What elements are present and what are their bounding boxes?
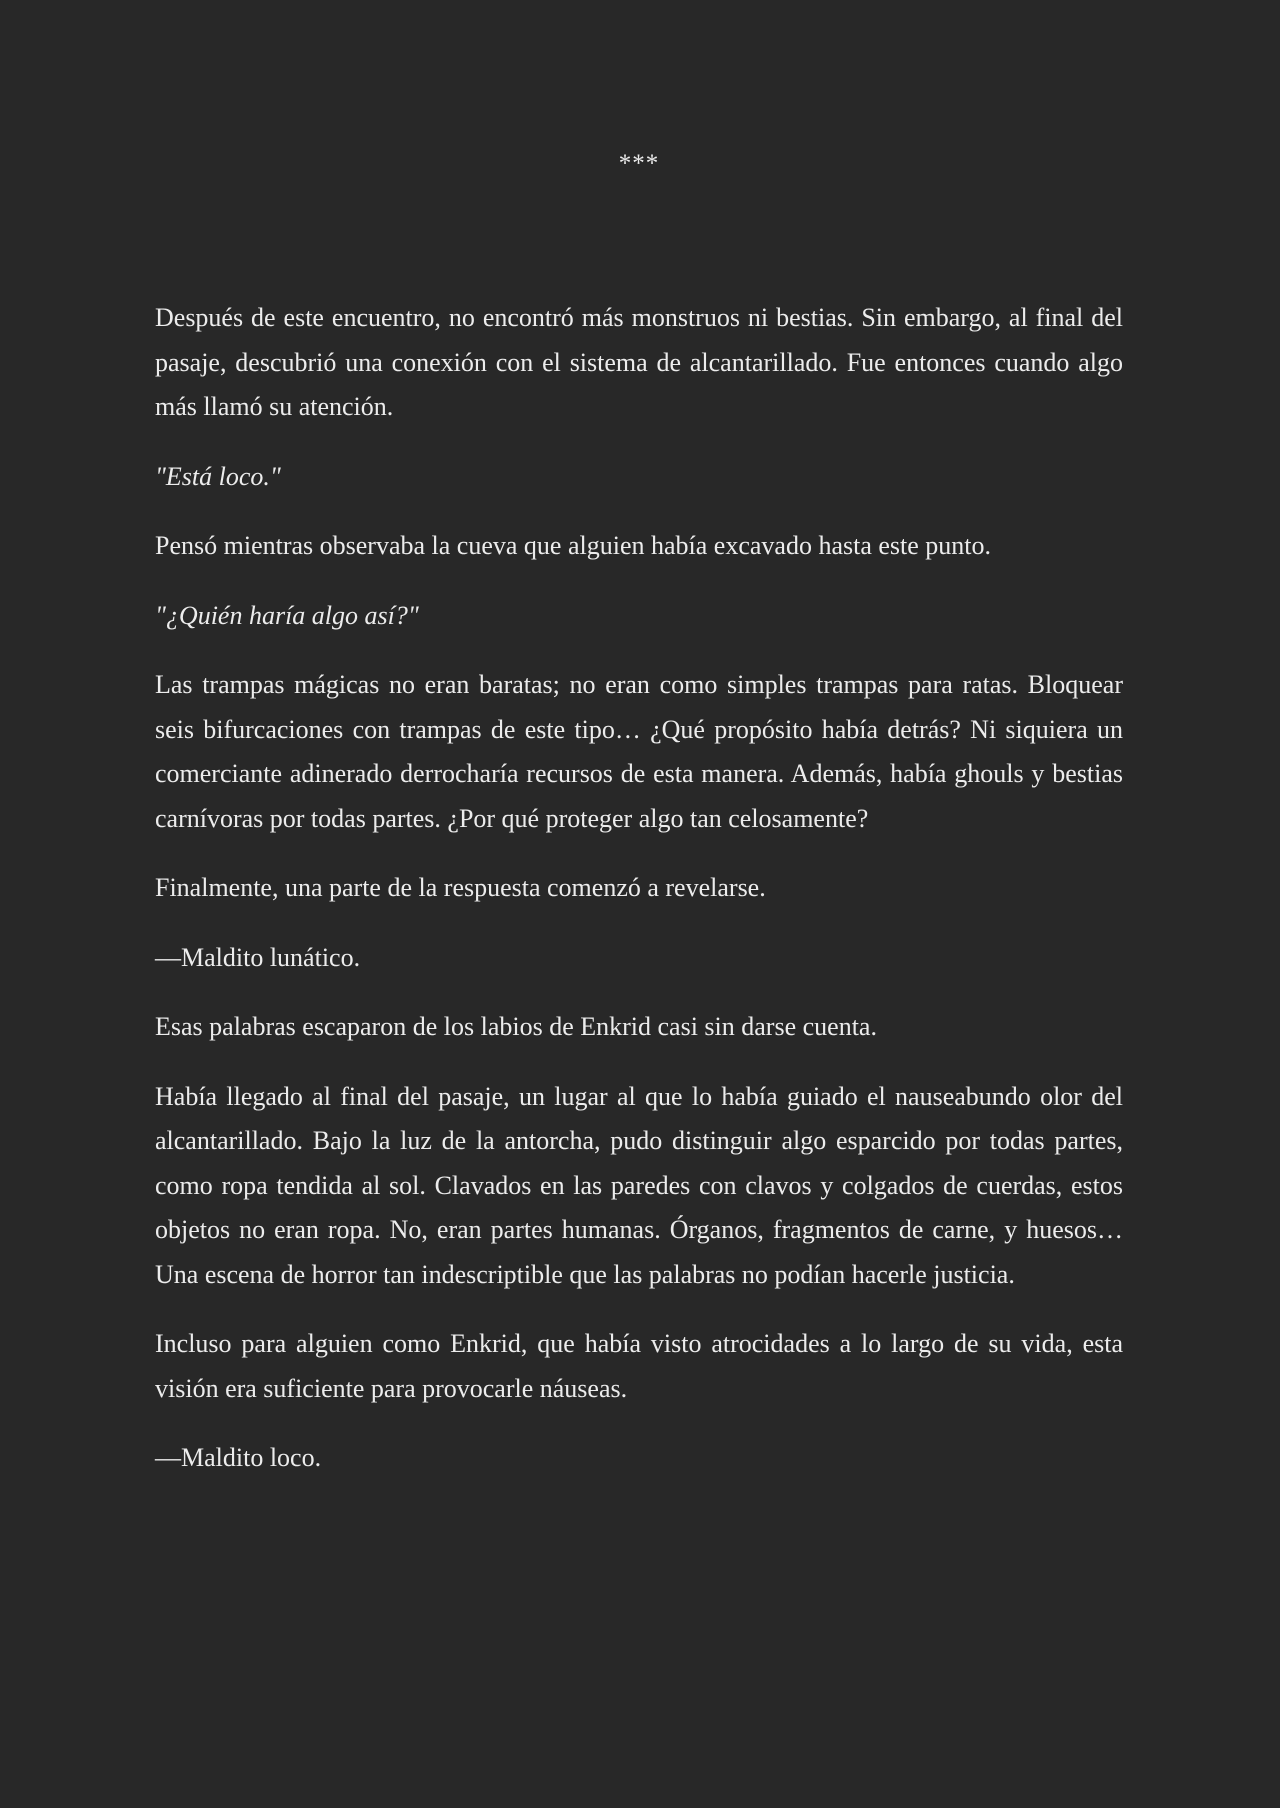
paragraph: —Maldito loco. bbox=[155, 1443, 322, 1472]
paragraph: —Maldito lunático. bbox=[155, 942, 361, 972]
paragraph: Esas palabras escaparon de los labios de Enkrid casi sin darse cuenta. bbox=[155, 1012, 877, 1041]
paragraph: Finalmente, una parte de la respuesta comenzó a revelarse. bbox=[155, 873, 766, 902]
paragraph: Pensó mientras observaba la cueva que alguien había excavado hasta este punto. bbox=[155, 531, 992, 560]
paragraph: Después de este encuentro, no encontró más monstruos ni bestias. Sin embargo, al final del pasaje, descubrió una conexión con el sistema de alcantarillado. Fue entonces cuando algo más llamó su atención. bbox=[155, 303, 1123, 421]
paragraph: "Está loco." bbox=[155, 461, 281, 491]
paragraph: Las trampas mágicas no eran baratas; no eran como simples trampas para ratas. Bloquear seis bifurcaciones con trampas de este tipo… ¿Qué propósito había detrás? Ni siquiera un comerciante adinerado derrocharía recursos de esta manera. Además, había ghouls y bestias carnívoras por todas partes. ¿Por qué proteger algo tan celosamente? bbox=[155, 670, 1123, 833]
chapter-text bbox=[155, 296, 1123, 1506]
scene-separator: *** bbox=[618, 150, 660, 177]
paragraph: "¿Quién haría algo así?" bbox=[155, 600, 419, 630]
paragraph: Incluso para alguien como Enkrid, que había visto atrocidades a lo largo de su vida, esta visión era suficiente para provocarle náuseas. bbox=[155, 1329, 1123, 1403]
paragraph: Había llegado al final del pasaje, un lugar al que lo había guiado el nauseabundo olor del alcantarillado. Bajo la luz de la antorcha, pudo distinguir algo esparcido por todas partes, como ropa tendida al sol. Clavados en las paredes con clavos y colgados de cuerdas, estos objetos no eran ropa. No, eran partes humanas. Órganos, fragmentos de carne, y huesos… Una escena de horror tan indescriptible que las palabras no podían hacerle justicia. bbox=[155, 1081, 1123, 1289]
